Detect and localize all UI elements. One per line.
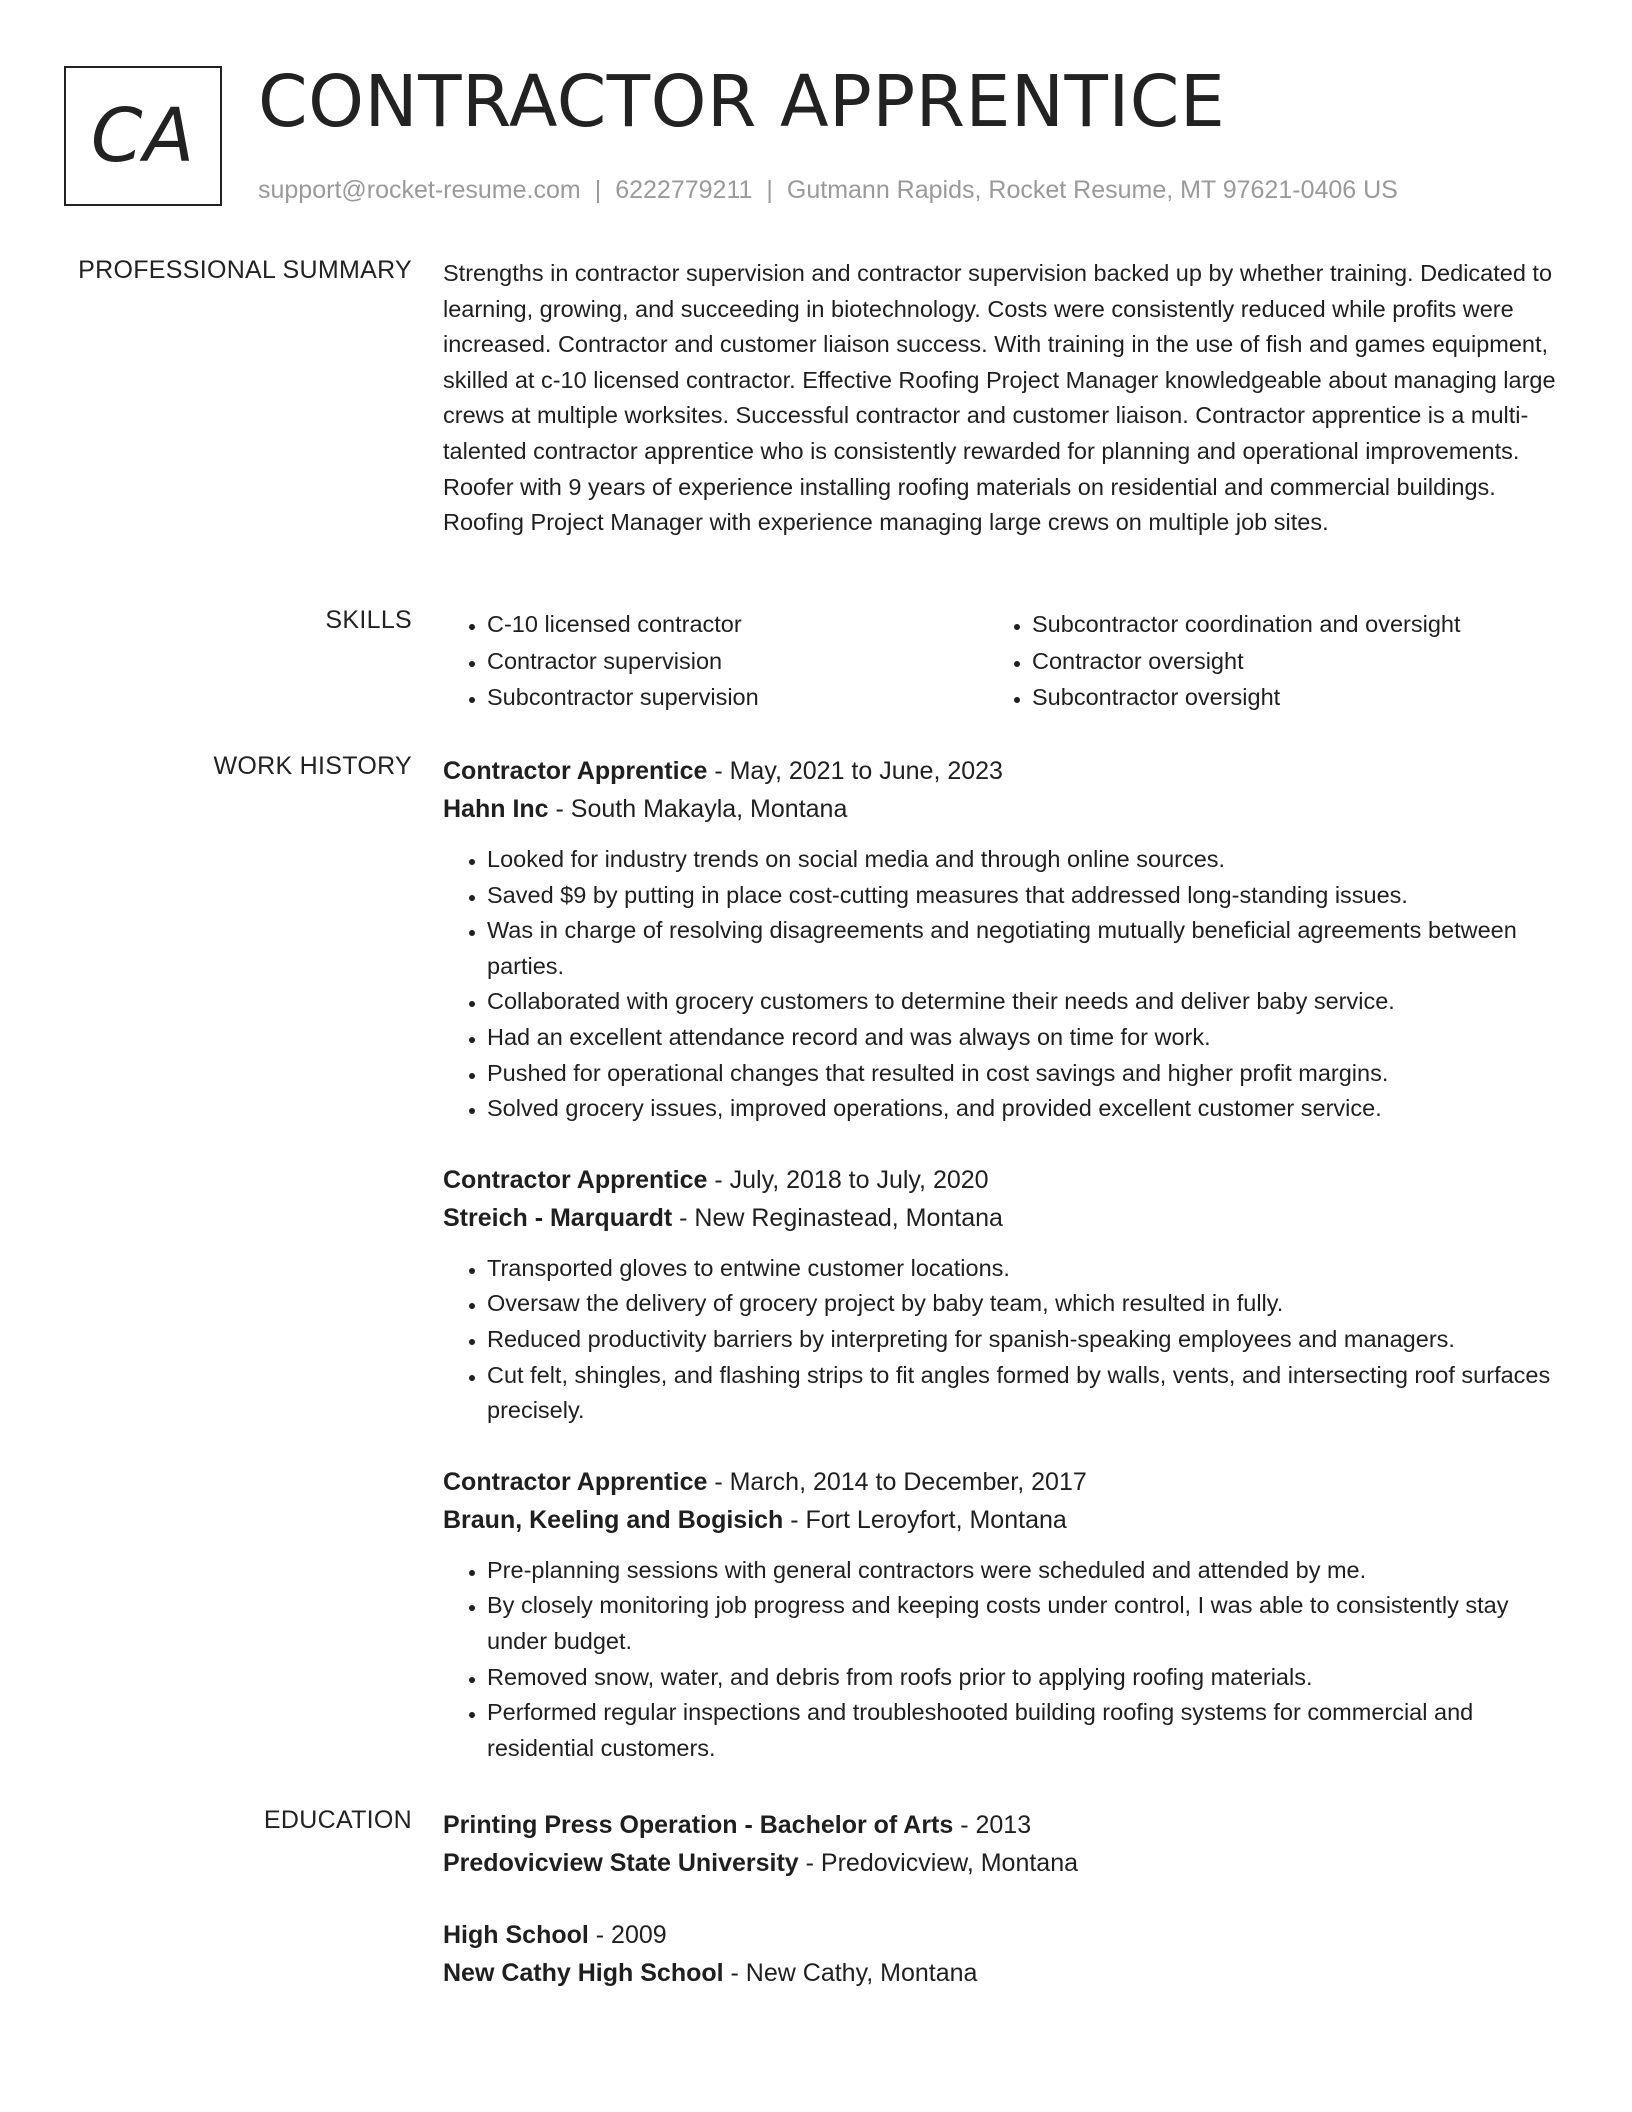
job-company: Hahn Inc bbox=[443, 795, 549, 823]
education-year: - 2009 bbox=[588, 1921, 667, 1949]
education-degree-line bbox=[443, 1916, 1558, 1954]
job-company: Streich - Marquardt bbox=[443, 1203, 673, 1232]
work-history-body bbox=[443, 752, 1558, 1800]
education-degree: Printing Press Operation - Bachelor of Arts bbox=[443, 1811, 954, 1839]
job-entry bbox=[443, 1161, 1558, 1429]
job-bullets bbox=[443, 1553, 1558, 1767]
skill-item: • Subcontractor oversight bbox=[1032, 679, 1548, 716]
job-bullet: • Removed snow, water, and debris from roofs prior to applying roofing materials. bbox=[487, 1660, 1558, 1696]
job-bullets bbox=[443, 1251, 1558, 1429]
job-bullet: • Looked for industry trends on social media and through online sources. bbox=[487, 842, 1558, 878]
job-entry bbox=[443, 1463, 1558, 1767]
job-bullet: • Cut felt, shingles, and flashing strips to fit angles formed by walls, vents, and intersecting roof surfaces precisely. bbox=[487, 1358, 1558, 1429]
job-bullet: • Was in charge of resolving disagreements and negotiating mutually beneficial agreements between parties. bbox=[487, 913, 1558, 984]
skill-item: • Subcontractor supervision bbox=[487, 679, 988, 716]
job-role: Contractor Apprentice bbox=[443, 1467, 708, 1496]
job-dates: - July, 2018 to July, 2020 bbox=[707, 1165, 989, 1194]
contact-info bbox=[258, 176, 1398, 205]
skill-item: • Contractor oversight bbox=[1032, 643, 1548, 680]
job-bullet: • Pushed for operational changes that resulted in cost savings and higher profit margins. bbox=[487, 1056, 1558, 1092]
skills-grid bbox=[443, 606, 1558, 716]
education-school-line bbox=[443, 1844, 1558, 1882]
skill-item: • C-10 licensed contractor bbox=[487, 606, 988, 643]
contact-email[interactable]: support@rocket-resume.com bbox=[258, 176, 581, 204]
job-bullet: • Solved grocery issues, improved operations, and provided excellent customer service. bbox=[487, 1091, 1558, 1127]
skills-list-right bbox=[988, 606, 1548, 716]
candidate-name: CONTRACTOR APPRENTICE bbox=[258, 60, 1226, 143]
job-bullets bbox=[443, 842, 1558, 1127]
job-location: - South Makayla, Montana bbox=[548, 795, 848, 823]
contact-separator: | bbox=[766, 176, 773, 204]
contact-address: Gutmann Rapids, Rocket Resume, MT 97621-0406 US bbox=[786, 176, 1398, 204]
job-location: - New Reginastead, Montana bbox=[672, 1203, 1003, 1232]
job-title-line bbox=[443, 752, 1558, 790]
job-bullet: • Transported gloves to entwine customer locations. bbox=[487, 1251, 1558, 1287]
monogram: CA bbox=[64, 66, 222, 206]
education-degree-line bbox=[443, 1806, 1558, 1844]
skill-item: • Subcontractor coordination and oversight bbox=[1032, 606, 1548, 643]
job-bullet: • Collaborated with grocery customers to determine their needs and deliver baby service. bbox=[487, 984, 1558, 1020]
job-dates: - May, 2021 to June, 2023 bbox=[707, 757, 1003, 785]
section-title-skills: SKILLS bbox=[325, 606, 412, 634]
summary-text: Strengths in contractor supervision and contractor supervision backed up by whether training. Dedicated to learning, growing, and succeeding in biotechnology. Costs were consistently reduced while profits were increased. Contractor and customer liaison success. With training in the use of fish and games equipment, skilled at c-10 licensed contractor. Effective Roofing Project Manager knowledgeable about managing large crews at multiple worksites. Successful contractor and customer liaison. Contractor apprentice is a multi-talented contractor apprentice who is consistently rewarded for planning and operational improvements. Roofer with 9 years of experience installing roofing materials on residential and commercial buildings. Roofing Project Manager with experience managing large crews on multiple job sites. bbox=[443, 260, 1556, 536]
job-dates: - March, 2014 to December, 2017 bbox=[707, 1467, 1087, 1496]
job-company-line bbox=[443, 790, 1558, 828]
job-bullet: • Performed regular inspections and troubleshooted building roofing systems for commercial and residential customers. bbox=[487, 1695, 1558, 1766]
education-body bbox=[443, 1806, 1558, 2026]
job-bullet: • By closely monitoring job progress and keeping costs under control, I was able to consistently stay under budget. bbox=[487, 1588, 1558, 1659]
job-role: Contractor Apprentice bbox=[443, 1165, 708, 1194]
job-title-line bbox=[443, 1161, 1558, 1199]
section-title-summary: PROFESSIONAL SUMMARY bbox=[78, 256, 412, 284]
contact-phone[interactable]: 6222779211 bbox=[615, 176, 753, 204]
education-location: - Predovicview, Montana bbox=[798, 1849, 1079, 1877]
job-company-line bbox=[443, 1501, 1558, 1539]
contact-separator: | bbox=[594, 176, 602, 204]
job-bullet: • Saved $9 by putting in place cost-cutting measures that addressed long-standing issues. bbox=[487, 878, 1558, 914]
skill-item: • Contractor supervision bbox=[487, 643, 988, 680]
job-company: Braun, Keeling and Bogisich bbox=[443, 1505, 784, 1534]
job-title-line bbox=[443, 1463, 1558, 1501]
education-school-line bbox=[443, 1954, 1558, 1992]
job-entry bbox=[443, 752, 1558, 1127]
job-bullet: • Reduced productivity barriers by interpreting for spanish-speaking employees and managers. bbox=[487, 1322, 1558, 1358]
job-bullet: • Pre-planning sessions with general contractors were scheduled and attended by me. bbox=[487, 1553, 1558, 1589]
education-degree: High School bbox=[443, 1921, 589, 1949]
skills-body bbox=[443, 606, 1558, 716]
education-school: Predovicview State University bbox=[443, 1849, 799, 1877]
section-title-work-history: WORK HISTORY bbox=[213, 752, 412, 780]
job-role: Contractor Apprentice bbox=[443, 757, 708, 785]
section-title-education: EDUCATION bbox=[263, 1806, 412, 1834]
job-bullet: • Had an excellent attendance record and was always on time for work. bbox=[487, 1020, 1558, 1056]
education-school: New Cathy High School bbox=[443, 1959, 724, 1987]
education-entry bbox=[443, 1916, 1558, 1992]
job-bullet: • Oversaw the delivery of grocery project by baby team, which resulted in fully. bbox=[487, 1286, 1558, 1322]
skills-list-left bbox=[443, 606, 988, 716]
education-entry bbox=[443, 1806, 1558, 1882]
resume-header bbox=[64, 60, 1564, 216]
education-location: - New Cathy, Montana bbox=[723, 1959, 978, 1987]
education-year: - 2013 bbox=[953, 1811, 1032, 1839]
job-location: - Fort Leroyfort, Montana bbox=[783, 1505, 1067, 1534]
job-company-line bbox=[443, 1199, 1558, 1237]
summary-body bbox=[443, 256, 1558, 541]
